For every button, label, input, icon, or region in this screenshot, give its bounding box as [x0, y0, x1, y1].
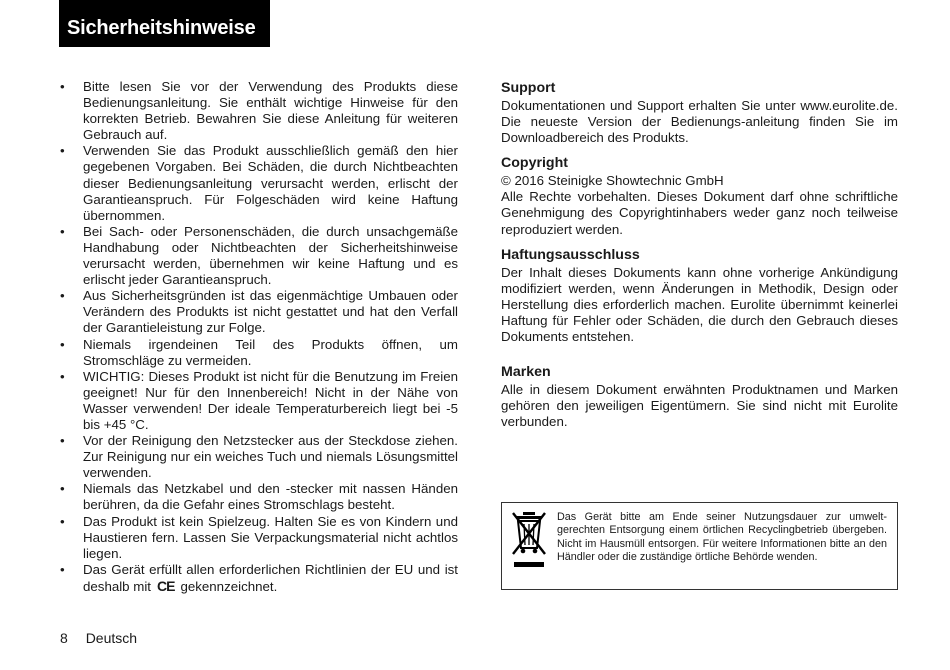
ce-text-after: gekennzeichnet. — [180, 578, 278, 594]
language-label: Deutsch — [85, 630, 138, 646]
copyright-line: © 2016 Steinigke Showtechnic GmbH — [501, 173, 724, 189]
trademarks-section — [501, 363, 898, 430]
copyright-text: Alle Rechte vorbehalten. Dieses Dokument darf ohne schriftliche Genehmigung des Copyrightinhabers weder ganz noch teilweise reproduziert werden. — [501, 189, 898, 237]
disclaimer-text: Der Inhalt dieses Dokuments kann ohne vorherige Ankündigung modifiziert werden, wenn Änderungen in Methodik, Design oder Herstellung dies erforderlich machen. Eurolite übernimmt keinerlei Haftung für Fehler oder Schäden, die durch den Gebrauch dieses Dokuments entstehen. — [501, 264, 898, 345]
safety-item: • Aus Sicherheitsgründen ist das eigenmächtige Umbauen oder Verändern des Produkts ist nicht gestattet und hat den Verfall der Garantieleistung zur Folge. — [60, 288, 458, 336]
disclaimer-heading: Haftungsausschluss — [501, 246, 640, 263]
safety-item: • Bei Sach- oder Personenschäden, die durch unsachgemäße Handhabung oder Nichtbeachten der Sicherheitshinweise verursacht werden, übernehmen wir keine Haftung und es erlischt jeder Garantieanspruch. — [60, 224, 458, 288]
page-number: 8 — [60, 630, 68, 646]
safety-item: • WICHTIG: Dieses Produkt ist nicht für die Benutzung im Freien geeignet! Nur für den Innenbereich! Nicht in der Nähe von Wasser verwenden! Der ideale Temperaturbereich liegt bei -5 bis +45 °C. — [60, 369, 458, 433]
copyright-section — [501, 154, 898, 237]
safety-instructions — [60, 79, 458, 595]
page-title: Sicherheitshinweise — [59, 0, 270, 47]
weee-crossed-bin-icon — [510, 510, 548, 570]
page-footer — [60, 630, 137, 646]
safety-item-ce — [60, 562, 458, 595]
copyright-heading: Copyright — [501, 155, 568, 172]
trademarks-heading: Marken — [501, 364, 551, 381]
safety-item: • Niemals das Netzkabel und den -stecker mit nassen Händen berühren, da die Gefahr eines Stromschlags besteht. — [60, 481, 458, 513]
safety-list — [60, 79, 458, 595]
disposal-notice — [501, 502, 898, 590]
safety-item: • Niemals irgendeinen Teil des Produkts öffnen, um Stromschläge zu vermeiden. — [60, 337, 458, 369]
info-column — [501, 79, 898, 438]
ce-text-before: Das Gerät erfüllt allen erforderlichen Richtlinien der EU und ist deshalb mit — [83, 561, 458, 594]
safety-item: • Das Produkt ist kein Spielzeug. Halten Sie es von Kindern und Haustieren fern. Lassen Sie Verpackungsmaterial nicht achtlos liegen. — [60, 514, 458, 562]
support-text: Dokumentationen und Support erhalten Sie unter www.eurolite.de. Die neueste Version der Bedienungs-anleitung finden Sie im Downloadbereich des Produkts. — [501, 98, 898, 146]
support-heading: Support — [501, 80, 556, 96]
trademarks-text: Alle in diesem Dokument erwähnten Produktnamen und Marken gehören den jeweiligen Eigentümern. Sie sind nicht mit Eurolite verbunden. — [501, 382, 898, 430]
safety-item: • Vor der Reinigung den Netzstecker aus der Steckdose ziehen. Zur Reinigung nur ein weiches Tuch und niemals Lösungsmittel verwenden. — [60, 433, 458, 481]
disclaimer-section — [501, 246, 898, 345]
safety-item: • Bitte lesen Sie vor der Verwendung des Produkts diese Bedienungsanleitung. Sie enthält wichtige Hinweise für den korrekten Betrieb. Bewahren Sie diese Anleitung für weiteren Gebrauch auf. — [60, 79, 458, 143]
safety-item: • Verwenden Sie das Produkt ausschließlich gemäß den hier gegebenen Vorgaben. Bei Schäden, die durch Nichtbeachten dieser Bedienungsanleitung verursacht werden, erlischt der Garantieanspruch. Für Folgeschäden wird keine Haftung übernommen. — [60, 143, 458, 223]
support-section — [501, 79, 898, 146]
ce-mark-icon: CE — [157, 577, 175, 594]
disposal-text: Das Gerät bitte am Ende seiner Nutzungsdauer zur umwelt-gerechten Entsorgung einem örtlichen Recyclingbetrieb übergeben. Nicht im Hausmüll entsorgen. Für weitere Informationen bitte an den Händler oder die zuständige örtliche Behörde wenden. — [557, 511, 887, 564]
